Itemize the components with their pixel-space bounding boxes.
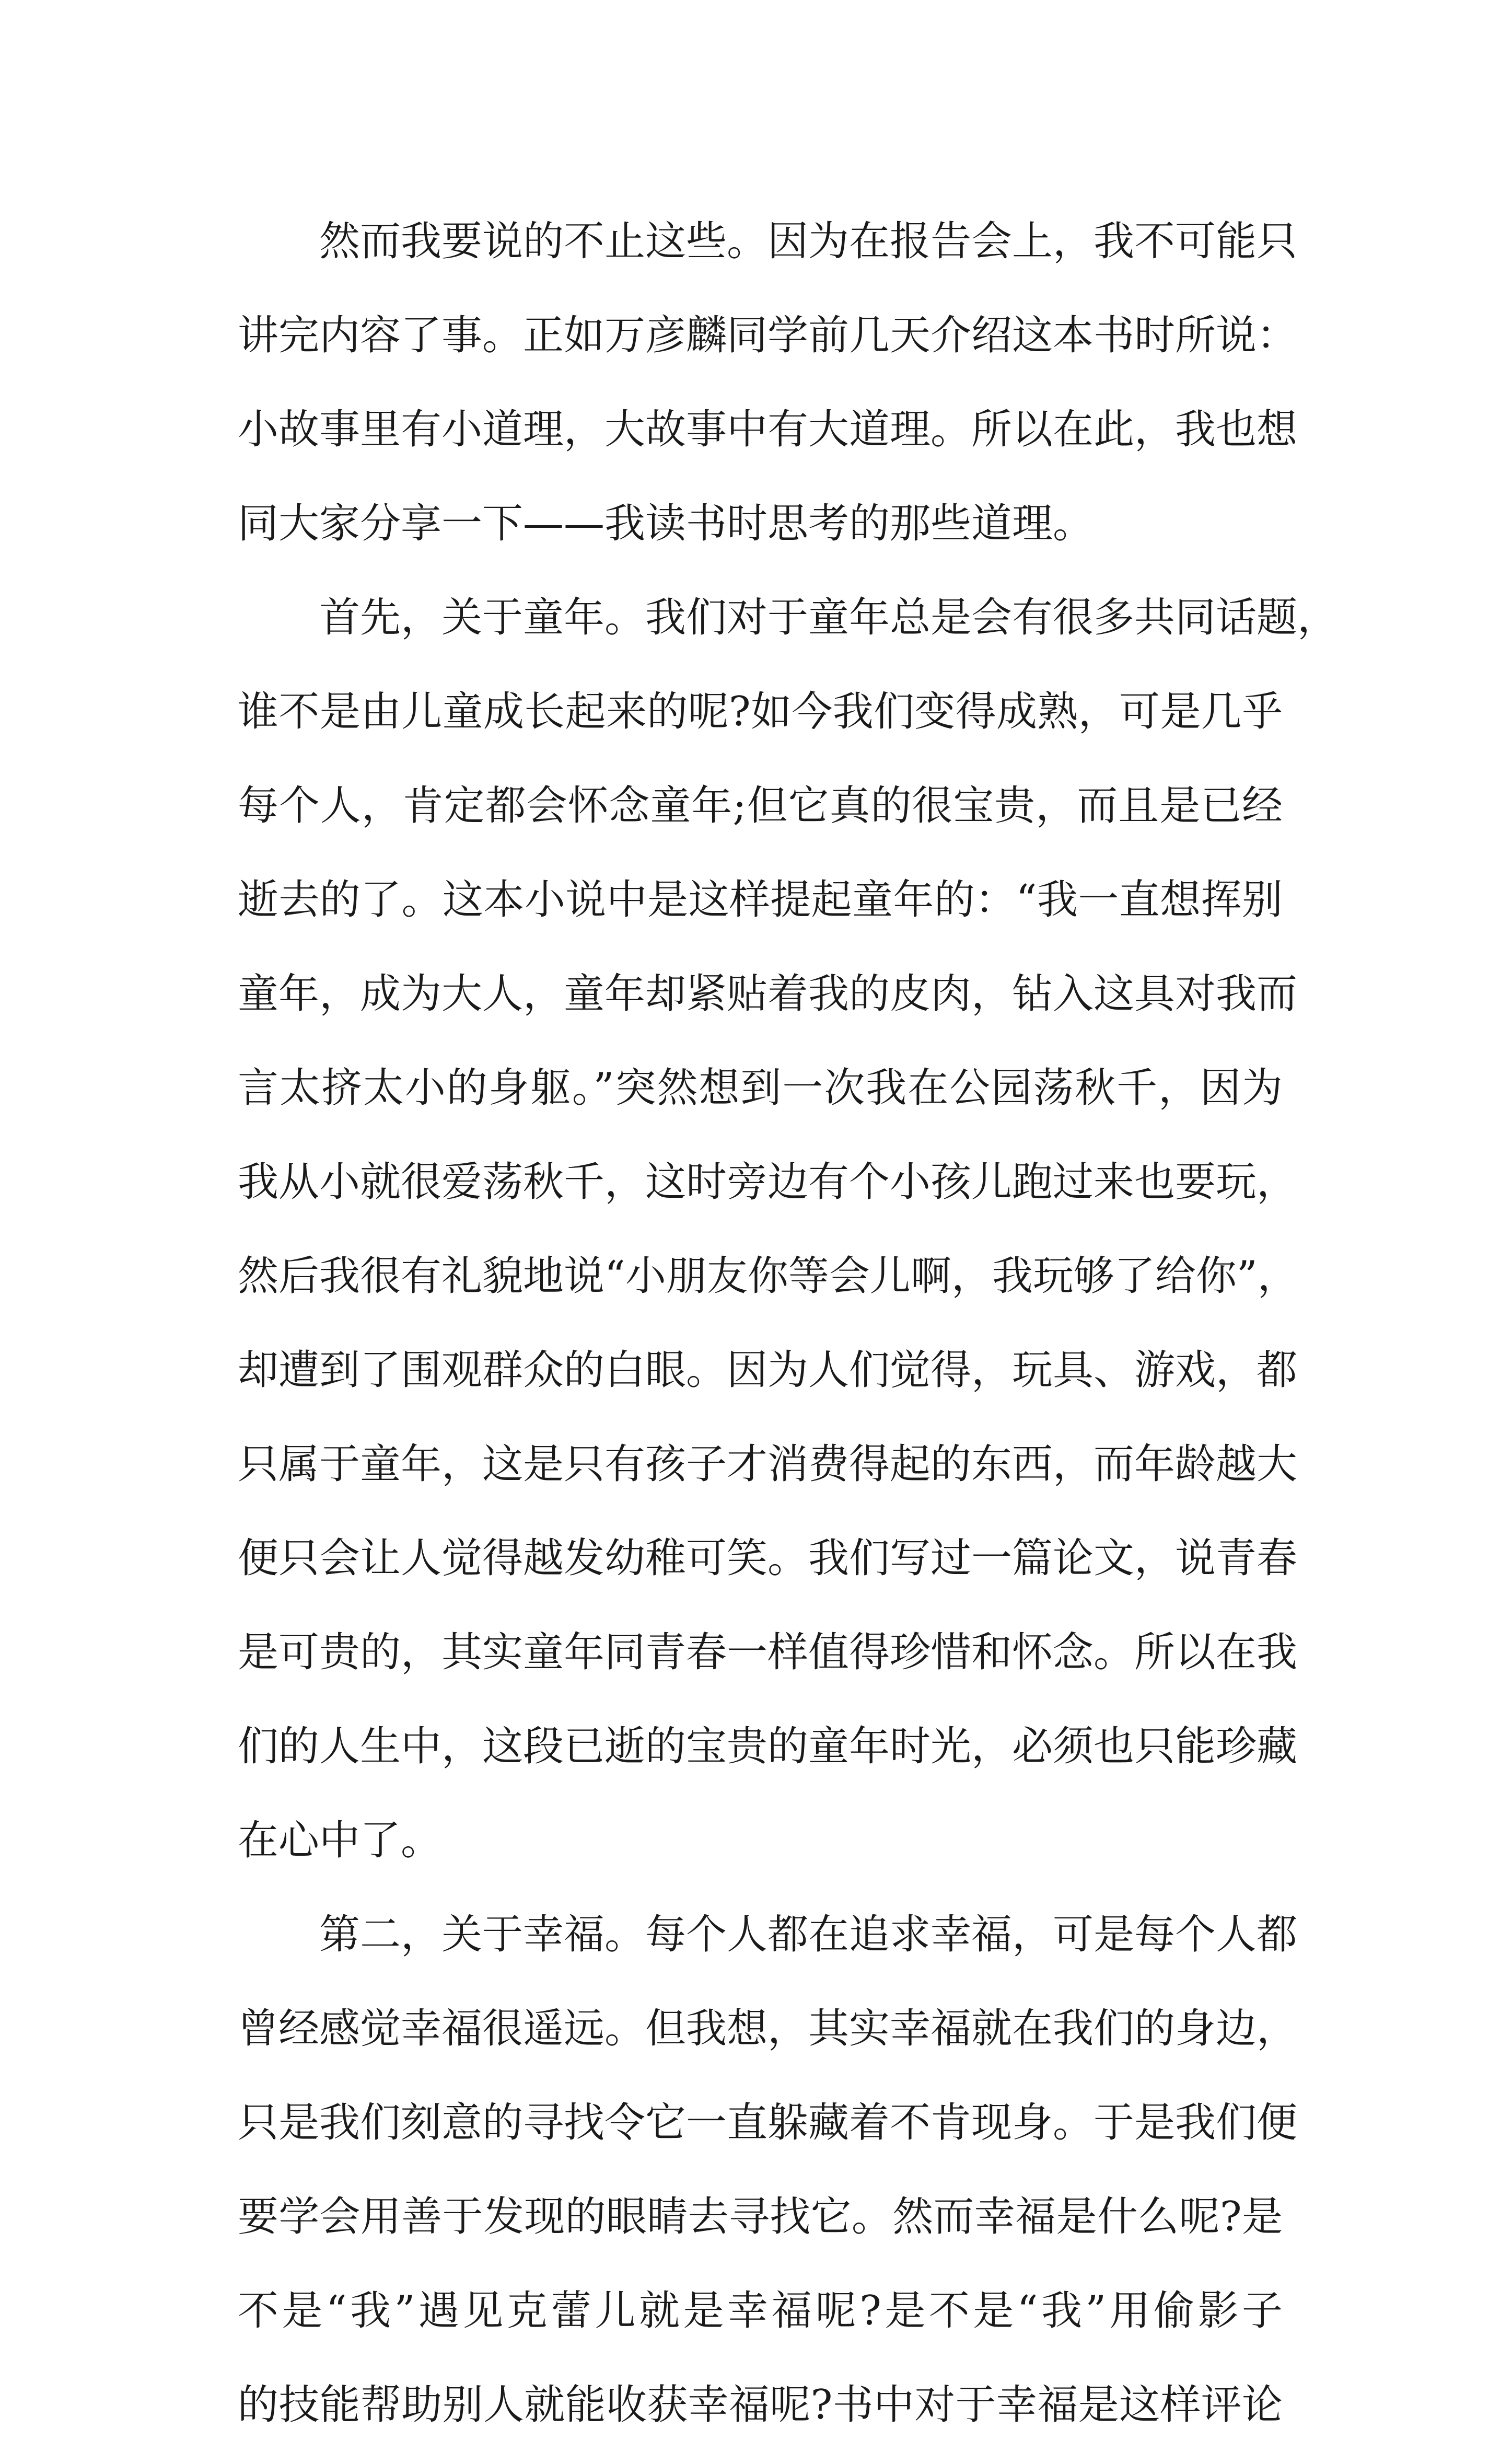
text-line: 同大家分享一下——我读书时思考的那些道理。 — [238, 500, 1094, 547]
text-line: 言太挤太小的身躯。”突然想到一次我在公园荡秋千，因为 — [238, 1065, 1283, 1112]
text-line: 逝去的了。这本小说中是这样提起童年的：“我一直想挥别 — [238, 876, 1283, 923]
text-line: 然后我很有礼貌地说“小朋友你等会儿啊，我玩够了给你”， — [238, 1253, 1298, 1300]
text-line: 只是我们刻意的寻找令它一直躲藏着不肯现身。于是我们便 — [238, 2099, 1298, 2146]
text-line: 却遭到了围观群众的白眼。因为人们觉得，玩具、游戏，都 — [238, 1347, 1298, 1394]
text-line: 曾经感觉幸福很遥远。但我想，其实幸福就在我们的身边， — [238, 2005, 1298, 2052]
text-line: 要学会用善于发现的眼睛去寻找它。然而幸福是什么呢?是 — [238, 2193, 1283, 2240]
text-line: 小故事里有小道理，大故事中有大道理。所以在此，我也想 — [238, 406, 1298, 453]
text-line: 们的人生中，这段已逝的宝贵的童年时光，必须也只能珍藏 — [238, 1723, 1298, 1770]
text-line: 在心中了。 — [238, 1817, 442, 1864]
text-line: 的技能帮助别人就能收获幸福呢?书中对于幸福是这样评论 — [238, 2381, 1283, 2428]
text-line: 我从小就很爱荡秋千，这时旁边有个小孩儿跑过来也要玩， — [238, 1159, 1298, 1206]
text-line: 首先，关于童年。我们对于童年总是会有很多共同话题， — [319, 594, 1339, 641]
text-line: 第二，关于幸福。每个人都在追求幸福，可是每个人都 — [319, 1911, 1298, 1958]
text-line: 便只会让人觉得越发幼稚可笑。我们写过一篇论文，说青春 — [238, 1535, 1298, 1582]
text-line: 童年，成为大人，童年却紧贴着我的皮肉，钻入这具对我而 — [238, 970, 1298, 1017]
text-line: 谁不是由儿童成长起来的呢?如今我们变得成熟，可是几乎 — [238, 688, 1283, 735]
body-text — [238, 194, 1339, 2452]
text-line: 是可贵的，其实童年同青春一样值得珍惜和怀念。所以在我 — [238, 1629, 1298, 1676]
text-line: 每个人，肯定都会怀念童年;但它真的很宝贵，而且是已经 — [238, 782, 1283, 829]
text-line: 不是“我”遇见克蕾儿就是幸福呢?是不是“我”用偷影子 — [238, 2287, 1283, 2334]
text-line: 只属于童年，这是只有孩子才消费得起的东西，而年龄越大 — [238, 1441, 1298, 1488]
text-line: 然而我要说的不止这些。因为在报告会上，我不可能只 — [319, 218, 1298, 265]
text-line: 讲完内容了事。正如万彦麟同学前几天介绍这本书时所说： — [238, 312, 1298, 359]
